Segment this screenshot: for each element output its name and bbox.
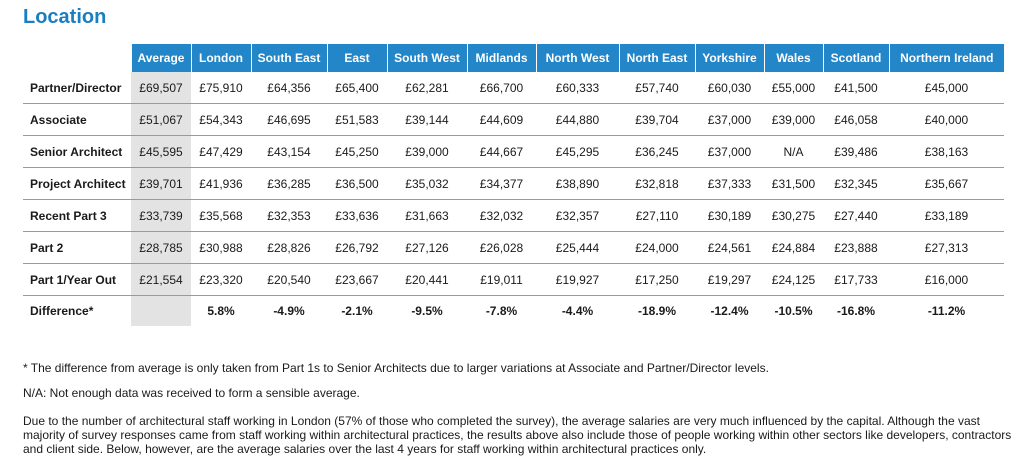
table-row bbox=[23, 264, 1004, 296]
row-label: Senior Architect bbox=[23, 136, 131, 168]
table-cell: -12.4% bbox=[710, 304, 749, 318]
table-cell: £34,377 bbox=[467, 168, 536, 200]
column-header: South East bbox=[251, 44, 327, 72]
table-cell: £64,356 bbox=[251, 72, 327, 104]
table-cell: £51,583 bbox=[327, 104, 387, 136]
table-row bbox=[23, 232, 1004, 264]
table-cell: -4.9% bbox=[273, 304, 305, 318]
average-cell: £21,554 bbox=[131, 264, 191, 296]
table-cell: £36,245 bbox=[619, 136, 695, 168]
table-cell: £26,792 bbox=[327, 232, 387, 264]
table-cell: £19,297 bbox=[695, 264, 764, 296]
table-cell: £44,880 bbox=[536, 104, 619, 136]
na-note: N/A: Not enough data was received to form a sensible average. bbox=[23, 386, 360, 400]
table-cell: £19,011 bbox=[467, 264, 536, 296]
table-cell: £17,250 bbox=[619, 264, 695, 296]
table-row bbox=[23, 168, 1004, 200]
table-cell: £33,636 bbox=[327, 200, 387, 232]
table-cell: £17,733 bbox=[823, 264, 889, 296]
average-cell: £69,507 bbox=[131, 72, 191, 104]
table-cell: £27,110 bbox=[619, 200, 695, 232]
table-cell: £44,609 bbox=[467, 104, 536, 136]
column-header: Yorkshire bbox=[695, 44, 764, 72]
table-cell: £23,320 bbox=[191, 264, 251, 296]
table-header-row bbox=[23, 44, 1004, 72]
table-cell: £45,000 bbox=[889, 72, 1004, 104]
table-cell: £45,295 bbox=[536, 136, 619, 168]
salary-table bbox=[23, 44, 1004, 326]
table-cell: £26,028 bbox=[467, 232, 536, 264]
row-label: Partner/Director bbox=[23, 72, 131, 104]
table-cell: £39,000 bbox=[764, 104, 823, 136]
table-cell: £35,568 bbox=[191, 200, 251, 232]
table-cell: £39,144 bbox=[387, 104, 467, 136]
table-cell: £39,000 bbox=[387, 136, 467, 168]
average-cell: £39,701 bbox=[131, 168, 191, 200]
average-cell: £33,739 bbox=[131, 200, 191, 232]
row-label: Project Architect bbox=[23, 168, 131, 200]
table-cell: £20,441 bbox=[387, 264, 467, 296]
table-cell: £65,400 bbox=[327, 72, 387, 104]
column-header: East bbox=[327, 44, 387, 72]
table-cell: £41,500 bbox=[823, 72, 889, 104]
table-cell: £30,988 bbox=[191, 232, 251, 264]
table-cell: £24,884 bbox=[764, 232, 823, 264]
column-header: Wales bbox=[764, 44, 823, 72]
table-cell: £37,000 bbox=[695, 104, 764, 136]
column-header: North West bbox=[536, 44, 619, 72]
table-cell: £57,740 bbox=[619, 72, 695, 104]
average-cell: £51,067 bbox=[131, 104, 191, 136]
table-cell: £27,440 bbox=[823, 200, 889, 232]
table-cell: £41,936 bbox=[191, 168, 251, 200]
row-label: Part 2 bbox=[23, 232, 131, 264]
table-cell: -7.8% bbox=[485, 304, 518, 318]
description-paragraph: Due to the number of architectural staff working in London (57% of those who completed the survey), the average salaries are very much influenced by the capital. Although the vast majority of survey responses came from staff working within architectural practices, the results above also include those of people working within other sectors like developers, contractors and client side. Below, however, are the average salaries over the last 4 years for staff working within architectural practices only. bbox=[23, 414, 1012, 456]
column-header: Northern Ireland bbox=[889, 44, 1004, 72]
table-cell: £38,163 bbox=[889, 136, 1004, 168]
column-header: Scotland bbox=[823, 44, 889, 72]
table-cell: £54,343 bbox=[191, 104, 251, 136]
table-cell: £31,500 bbox=[764, 168, 823, 200]
table-cell: £19,927 bbox=[536, 264, 619, 296]
header-blank bbox=[23, 44, 131, 72]
table-row bbox=[23, 136, 1004, 168]
table-cell: £23,888 bbox=[823, 232, 889, 264]
row-label: Associate bbox=[23, 104, 131, 136]
table-cell: -4.4% bbox=[561, 304, 594, 318]
table-cell: £35,667 bbox=[889, 168, 1004, 200]
table-cell: £25,444 bbox=[536, 232, 619, 264]
table-cell: £23,667 bbox=[327, 264, 387, 296]
table-cell: £27,313 bbox=[889, 232, 1004, 264]
table-cell: £32,032 bbox=[467, 200, 536, 232]
table-cell: -16.8% bbox=[836, 304, 876, 318]
table-cell: -10.5% bbox=[774, 304, 813, 318]
table-cell: £32,345 bbox=[823, 168, 889, 200]
table-row bbox=[23, 296, 1004, 327]
row-label: Difference* bbox=[30, 304, 94, 318]
column-header: South West bbox=[387, 44, 467, 72]
table-cell: £20,540 bbox=[251, 264, 327, 296]
table-cell: £60,030 bbox=[695, 72, 764, 104]
footnote: * The difference from average is only taken from Part 1s to Senior Architects due to larger variations at Associate and Partner/Director levels. bbox=[23, 361, 769, 375]
table-cell: £62,281 bbox=[387, 72, 467, 104]
average-cell: £28,785 bbox=[131, 232, 191, 264]
table-cell: £47,429 bbox=[191, 136, 251, 168]
table-cell: £36,500 bbox=[327, 168, 387, 200]
table-cell: -18.9% bbox=[637, 304, 677, 318]
average-cell: £45,595 bbox=[131, 136, 191, 168]
table-cell: £36,285 bbox=[251, 168, 327, 200]
table-cell: £32,353 bbox=[251, 200, 327, 232]
table-cell: £40,000 bbox=[889, 104, 1004, 136]
column-header: North East bbox=[619, 44, 695, 72]
table-cell: £16,000 bbox=[889, 264, 1004, 296]
column-header: Midlands bbox=[467, 44, 536, 72]
column-header: Average bbox=[131, 44, 191, 72]
table-cell: £24,125 bbox=[764, 264, 823, 296]
table-cell: £39,486 bbox=[823, 136, 889, 168]
table-cell: -2.1% bbox=[341, 304, 373, 318]
table-cell: £32,818 bbox=[619, 168, 695, 200]
table-cell: £30,189 bbox=[695, 200, 764, 232]
table-cell: N/A bbox=[764, 136, 823, 168]
row-label: Recent Part 3 bbox=[23, 200, 131, 232]
table-body bbox=[23, 72, 1004, 326]
table-cell: £24,000 bbox=[619, 232, 695, 264]
table-cell: £44,667 bbox=[467, 136, 536, 168]
table-cell: £43,154 bbox=[251, 136, 327, 168]
table-cell: -11.2% bbox=[927, 304, 966, 318]
table-cell: £30,275 bbox=[764, 200, 823, 232]
table-row bbox=[23, 200, 1004, 232]
table-cell: 5.8% bbox=[207, 304, 235, 318]
table-cell: £38,890 bbox=[536, 168, 619, 200]
table-cell: £24,561 bbox=[695, 232, 764, 264]
table-cell: £46,058 bbox=[823, 104, 889, 136]
row-label: Part 1/Year Out bbox=[23, 264, 131, 296]
table-cell: £27,126 bbox=[387, 232, 467, 264]
table-row bbox=[23, 72, 1004, 104]
table-cell: £32,357 bbox=[536, 200, 619, 232]
table-cell: £75,910 bbox=[191, 72, 251, 104]
average-cell bbox=[131, 296, 191, 327]
table-cell: £33,189 bbox=[889, 200, 1004, 232]
table-cell: £60,333 bbox=[536, 72, 619, 104]
page-title: Location bbox=[23, 6, 107, 28]
table-cell: £37,000 bbox=[695, 136, 764, 168]
table-cell: £31,663 bbox=[387, 200, 467, 232]
table-cell: £66,700 bbox=[467, 72, 536, 104]
table-cell: £28,826 bbox=[251, 232, 327, 264]
column-header: London bbox=[191, 44, 251, 72]
table-cell: -9.5% bbox=[411, 304, 443, 318]
table-cell: £55,000 bbox=[764, 72, 823, 104]
table-cell: £37,333 bbox=[695, 168, 764, 200]
table-row bbox=[23, 104, 1004, 136]
table-cell: £45,250 bbox=[327, 136, 387, 168]
table-cell: £46,695 bbox=[251, 104, 327, 136]
table-cell: £39,704 bbox=[619, 104, 695, 136]
table-cell: £35,032 bbox=[387, 168, 467, 200]
